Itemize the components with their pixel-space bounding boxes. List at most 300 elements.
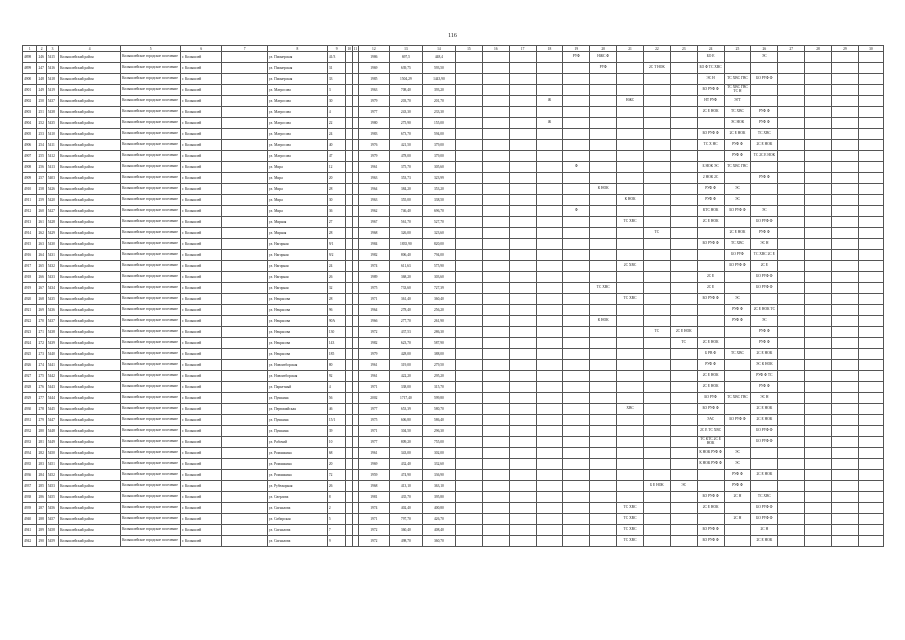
- table-cell: 278,40: [389, 305, 422, 316]
- table-cell: Колышлейский район: [59, 382, 121, 393]
- table-cell: [805, 96, 832, 107]
- table-cell: РУФ Ф: [697, 195, 724, 206]
- table-cell: 255: [37, 151, 46, 162]
- table-cell: [509, 492, 536, 503]
- table-cell: [222, 360, 267, 371]
- table-cell: ул. Мирная: [267, 228, 327, 239]
- table-cell: 323,99: [422, 173, 455, 184]
- table-cell: [858, 415, 883, 426]
- table-cell: [831, 140, 858, 151]
- table-row: [23, 239, 884, 250]
- table-cell: НЖС: [617, 96, 644, 107]
- table-cell: 47: [327, 151, 346, 162]
- table-cell: Колышлейский район: [59, 140, 121, 151]
- table-cell: 28: [327, 228, 346, 239]
- table-cell: [482, 74, 509, 85]
- table-cell: г. Колышлей: [181, 52, 222, 63]
- table-cell: 388,00: [422, 349, 455, 360]
- table-cell: [724, 525, 751, 536]
- table-cell: [509, 404, 536, 415]
- table-cell: г. Колышлей: [181, 250, 222, 261]
- table-cell: БО РУФ Ф: [751, 503, 778, 514]
- table-cell: [670, 393, 697, 404]
- table-cell: [455, 393, 482, 404]
- table-cell: [222, 415, 267, 426]
- table-cell: РУФ Ф: [751, 338, 778, 349]
- table-cell: 1982: [358, 250, 389, 261]
- table-cell: ул. Нагорная: [267, 272, 327, 283]
- table-cell: [455, 217, 482, 228]
- table-cell: [536, 63, 563, 74]
- table-cell: [509, 415, 536, 426]
- table-cell: 338,50: [422, 195, 455, 206]
- table-cell: [831, 184, 858, 195]
- table-cell: Колышлейский район: [59, 107, 121, 118]
- table-cell: г. Колышлей: [181, 294, 222, 305]
- table-cell: [778, 118, 805, 129]
- table-cell: 4925: [23, 349, 37, 360]
- table-cell: 264: [37, 250, 46, 261]
- table-cell: [617, 239, 644, 250]
- table-cell: 3: [327, 85, 346, 96]
- table-cell: [617, 74, 644, 85]
- table-cell: г. Колышлей: [181, 448, 222, 459]
- table-cell: Колышлейский район: [59, 283, 121, 294]
- table-cell: ул. Первомайская: [267, 404, 327, 415]
- table-cell: [617, 107, 644, 118]
- table-cell: [724, 360, 751, 371]
- table-cell: 155,00: [422, 118, 455, 129]
- table-cell: [858, 536, 883, 547]
- table-cell: [590, 492, 617, 503]
- table-cell: [222, 173, 267, 184]
- table-row: [23, 228, 884, 239]
- table-cell: 5403: [46, 173, 58, 184]
- table-cell: Ж: [536, 96, 563, 107]
- table-row: [23, 129, 884, 140]
- table-cell: г. Колышлей: [181, 305, 222, 316]
- table-cell: [858, 426, 883, 437]
- table-cell: [643, 239, 670, 250]
- table-row: [23, 96, 884, 107]
- table-cell: 353,20: [422, 184, 455, 195]
- table-cell: 4907: [23, 151, 37, 162]
- table-cell: [536, 294, 563, 305]
- table-cell: [697, 481, 724, 492]
- table-row: [23, 459, 884, 470]
- table-cell: Колышлейский район: [59, 503, 121, 514]
- table-cell: [805, 272, 832, 283]
- table-cell: ул. Рубежорная: [267, 481, 327, 492]
- table-cell: Колышлейский район: [59, 360, 121, 371]
- table-cell: 4913: [23, 217, 37, 228]
- table-cell: 527,70: [422, 217, 455, 228]
- table-cell: 5447: [46, 415, 58, 426]
- table-cell: 755,00: [422, 437, 455, 448]
- table-cell: [805, 228, 832, 239]
- table-cell: 5435: [46, 118, 58, 129]
- table-cell: [455, 426, 482, 437]
- table-cell: [617, 415, 644, 426]
- table-cell: [563, 448, 590, 459]
- table-cell: 336,90: [422, 470, 455, 481]
- table-cell: [805, 305, 832, 316]
- table-cell: 39: [327, 426, 346, 437]
- table-cell: ул. Матросова: [267, 129, 327, 140]
- table-cell: [509, 250, 536, 261]
- table-cell: [724, 217, 751, 228]
- table-cell: [222, 459, 267, 470]
- table-cell: [617, 305, 644, 316]
- table-cell: [643, 184, 670, 195]
- table-cell: [222, 305, 267, 316]
- table-cell: 201,70: [422, 96, 455, 107]
- table-cell: [590, 261, 617, 272]
- table-cell: К НОК: [590, 184, 617, 195]
- table-cell: ТС ХВС: [617, 294, 644, 305]
- table-cell: [858, 448, 883, 459]
- table-cell: [222, 217, 267, 228]
- table-cell: [778, 459, 805, 470]
- table-cell: 379,00: [422, 140, 455, 151]
- table-cell: 22: [327, 118, 346, 129]
- table-cell: Колышлейский район: [59, 162, 121, 173]
- table-row: [23, 195, 884, 206]
- table-cell: [222, 294, 267, 305]
- table-cell: [805, 217, 832, 228]
- table-cell: 5410: [46, 129, 58, 140]
- table-cell: 4936: [23, 470, 37, 481]
- table-cell: [751, 459, 778, 470]
- table-cell: [455, 470, 482, 481]
- table-cell: БО РУФ Ф: [751, 514, 778, 525]
- table-cell: [482, 239, 509, 250]
- table-cell: ЭС Н: [697, 74, 724, 85]
- table-cell: [858, 360, 883, 371]
- table-cell: [670, 371, 697, 382]
- table-cell: 1972: [358, 525, 389, 536]
- table-cell: Колышлейский район: [59, 514, 121, 525]
- table-cell: г. Колышлей: [181, 217, 222, 228]
- table-cell: 243,30: [389, 107, 422, 118]
- table-cell: [536, 272, 563, 283]
- table-cell: [222, 514, 267, 525]
- table-row: [23, 426, 884, 437]
- table-cell: [563, 327, 590, 338]
- table-cell: 727,39: [422, 283, 455, 294]
- table-cell: БО РУФ Ф: [751, 272, 778, 283]
- table-cell: [617, 184, 644, 195]
- table-cell: [858, 118, 883, 129]
- table-cell: [643, 294, 670, 305]
- table-cell: г. Колышлей: [181, 129, 222, 140]
- table-cell: 4919: [23, 283, 37, 294]
- table-cell: [778, 173, 805, 184]
- table-cell: Колышлейское городское поселение: [121, 305, 181, 316]
- table-cell: [455, 305, 482, 316]
- table-cell: 4918: [23, 272, 37, 283]
- table-row: [23, 206, 884, 217]
- table-cell: 587,90: [422, 338, 455, 349]
- table-cell: [805, 283, 832, 294]
- table-cell: [590, 85, 617, 96]
- table-cell: [222, 371, 267, 382]
- table-cell: [643, 107, 670, 118]
- table-cell: г. Колышлей: [181, 173, 222, 184]
- table-cell: 338,00: [389, 382, 422, 393]
- table-cell: БО Ф ТС ХВС: [697, 63, 724, 74]
- table-cell: [536, 228, 563, 239]
- table-cell: [670, 173, 697, 184]
- table-cell: [536, 52, 563, 63]
- table-cell: [778, 525, 805, 536]
- table-cell: 2С Е НОК: [751, 536, 778, 547]
- table-cell: [778, 162, 805, 173]
- table-row: [23, 250, 884, 261]
- table-cell: [643, 338, 670, 349]
- table-cell: [536, 492, 563, 503]
- table-cell: 1969: [358, 459, 389, 470]
- table-cell: [805, 327, 832, 338]
- table-cell: [670, 217, 697, 228]
- table-cell: РУФ Ф: [724, 305, 751, 316]
- table-cell: [590, 173, 617, 184]
- table-cell: г. Колышлей: [181, 206, 222, 217]
- table-cell: 1989: [358, 272, 389, 283]
- table-cell: [670, 74, 697, 85]
- table-cell: 288: [37, 514, 46, 525]
- table-cell: ул. Мира: [267, 162, 327, 173]
- table-row: [23, 525, 884, 536]
- table-cell: [563, 283, 590, 294]
- table-cell: [778, 327, 805, 338]
- table-cell: [455, 272, 482, 283]
- table-cell: [831, 470, 858, 481]
- table-cell: 360,40: [422, 294, 455, 305]
- table-cell: [482, 382, 509, 393]
- table-cell: 1504,29: [389, 74, 422, 85]
- table-cell: г. Колышлей: [181, 349, 222, 360]
- table-cell: 5437: [46, 316, 58, 327]
- table-cell: [590, 525, 617, 536]
- table-cell: [697, 327, 724, 338]
- table-cell: [509, 470, 536, 481]
- table-cell: 1963: [358, 85, 389, 96]
- table-cell: [482, 151, 509, 162]
- table-cell: [590, 393, 617, 404]
- table-cell: [643, 140, 670, 151]
- table-cell: БО Е: [697, 52, 724, 63]
- table-cell: [482, 63, 509, 74]
- table-cell: [831, 459, 858, 470]
- table-cell: [563, 338, 590, 349]
- table-cell: БО РУФ Ф: [724, 261, 751, 272]
- table-cell: ЭС: [724, 184, 751, 195]
- table-row: [23, 118, 884, 129]
- table-cell: [778, 404, 805, 415]
- table-cell: 20: [327, 459, 346, 470]
- table-cell: [563, 74, 590, 85]
- table-cell: [858, 272, 883, 283]
- table-cell: [455, 184, 482, 195]
- table-cell: 5434: [46, 283, 58, 294]
- table-cell: [805, 118, 832, 129]
- table-cell: 797,70: [389, 514, 422, 525]
- table-cell: [831, 492, 858, 503]
- table-cell: г. Колышлей: [181, 184, 222, 195]
- table-cell: [617, 272, 644, 283]
- table-cell: [831, 503, 858, 514]
- table-cell: Колышлейский район: [59, 415, 121, 426]
- table-cell: 272: [37, 338, 46, 349]
- table-cell: [670, 96, 697, 107]
- table-cell: 593,50: [422, 63, 455, 74]
- table-cell: [805, 382, 832, 393]
- table-cell: Колышлейское городское поселение: [121, 184, 181, 195]
- table-cell: 9/2: [327, 250, 346, 261]
- table-cell: Колышлейское городское поселение: [121, 85, 181, 96]
- table-cell: [563, 151, 590, 162]
- table-cell: [643, 525, 670, 536]
- table-cell: [805, 239, 832, 250]
- table-cell: 1977: [358, 404, 389, 415]
- table-cell: 1961: [358, 448, 389, 459]
- table-cell: 1979: [358, 151, 389, 162]
- table-cell: 355,00: [389, 195, 422, 206]
- table-cell: [536, 151, 563, 162]
- table-cell: 4916: [23, 250, 37, 261]
- table-cell: [697, 261, 724, 272]
- table-cell: Колышлейское городское поселение: [121, 371, 181, 382]
- table-cell: г. Колышлей: [181, 514, 222, 525]
- table-cell: 267: [37, 283, 46, 294]
- table-cell: [670, 525, 697, 536]
- table-cell: 746,40: [389, 206, 422, 217]
- table-cell: ТС ХВС: [590, 283, 617, 294]
- table-cell: 20: [327, 173, 346, 184]
- table-cell: [617, 151, 644, 162]
- table-cell: [643, 173, 670, 184]
- table-cell: 274: [37, 360, 46, 371]
- table-cell: [831, 217, 858, 228]
- table-cell: ЭС: [724, 195, 751, 206]
- table-cell: 4905: [23, 129, 37, 140]
- table-cell: [563, 525, 590, 536]
- table-cell: Б НОК ЭС: [697, 162, 724, 173]
- table-cell: 1443,90: [422, 74, 455, 85]
- table-cell: [222, 85, 267, 96]
- table-cell: [455, 250, 482, 261]
- table-cell: 2: [37, 46, 46, 52]
- table-cell: 258: [37, 184, 46, 195]
- table-cell: [222, 63, 267, 74]
- table-cell: [563, 536, 590, 547]
- table-cell: ул. Пушкина: [267, 415, 327, 426]
- table-cell: [831, 371, 858, 382]
- table-cell: 5: [327, 514, 346, 525]
- table-cell: [831, 228, 858, 239]
- table-cell: 368,20: [389, 272, 422, 283]
- table-cell: [670, 294, 697, 305]
- table-cell: 270: [37, 316, 46, 327]
- table-cell: Колышлейское городское поселение: [121, 228, 181, 239]
- table-cell: [643, 415, 670, 426]
- table-cell: 1964: [358, 184, 389, 195]
- table-cell: [805, 437, 832, 448]
- table-cell: [482, 85, 509, 96]
- table-cell: [858, 492, 883, 503]
- table-cell: 5438: [46, 327, 58, 338]
- table-cell: РУФ Ф: [724, 151, 751, 162]
- table-cell: [222, 349, 267, 360]
- table-cell: [670, 503, 697, 514]
- table-cell: [509, 173, 536, 184]
- table-cell: [643, 360, 670, 371]
- table-cell: [222, 283, 267, 294]
- table-cell: [590, 338, 617, 349]
- table-cell: [778, 338, 805, 349]
- table-cell: РУФ Ф: [751, 118, 778, 129]
- table-cell: 575,90: [422, 261, 455, 272]
- table-cell: [670, 316, 697, 327]
- table-cell: [778, 492, 805, 503]
- table-row: [23, 261, 884, 272]
- table-cell: [617, 162, 644, 173]
- table-cell: [482, 173, 509, 184]
- table-cell: 1971: [358, 514, 389, 525]
- table-cell: Колышлейский район: [59, 536, 121, 547]
- table-cell: Колышлейский район: [59, 228, 121, 239]
- table-cell: [831, 173, 858, 184]
- table-cell: [858, 250, 883, 261]
- table-cell: 40: [327, 140, 346, 151]
- table-cell: 5458: [46, 525, 58, 536]
- table-cell: [751, 85, 778, 96]
- table-cell: 384,20: [389, 184, 422, 195]
- table-row: [23, 294, 884, 305]
- table-cell: РУФ Ф: [751, 173, 778, 184]
- table-cell: 30: [327, 195, 346, 206]
- table-cell: 437,53: [389, 327, 422, 338]
- table-cell: [670, 118, 697, 129]
- table-cell: Колышлейское городское поселение: [121, 426, 181, 437]
- table-cell: 32: [327, 283, 346, 294]
- table-cell: ул. Пушкина: [267, 426, 327, 437]
- table-cell: [831, 415, 858, 426]
- table-cell: [455, 118, 482, 129]
- table-cell: [509, 316, 536, 327]
- table-cell: [222, 503, 267, 514]
- table-cell: [805, 151, 832, 162]
- table-cell: [778, 96, 805, 107]
- table-cell: 26: [327, 481, 346, 492]
- table-cell: 5456: [46, 503, 58, 514]
- table-cell: БО РУФ Ф: [697, 129, 724, 140]
- table-cell: [778, 305, 805, 316]
- table-cell: [536, 470, 563, 481]
- table-cell: 5430: [46, 239, 58, 250]
- table-cell: [536, 195, 563, 206]
- table-cell: [778, 360, 805, 371]
- table-cell: 1971: [358, 426, 389, 437]
- table-cell: 285: [37, 481, 46, 492]
- table-cell: [858, 459, 883, 470]
- table-cell: [590, 162, 617, 173]
- table-cell: РУФ Ф ТС: [751, 371, 778, 382]
- table-cell: [697, 316, 724, 327]
- table-cell: ул. Матросова: [267, 96, 327, 107]
- table-cell: [724, 437, 751, 448]
